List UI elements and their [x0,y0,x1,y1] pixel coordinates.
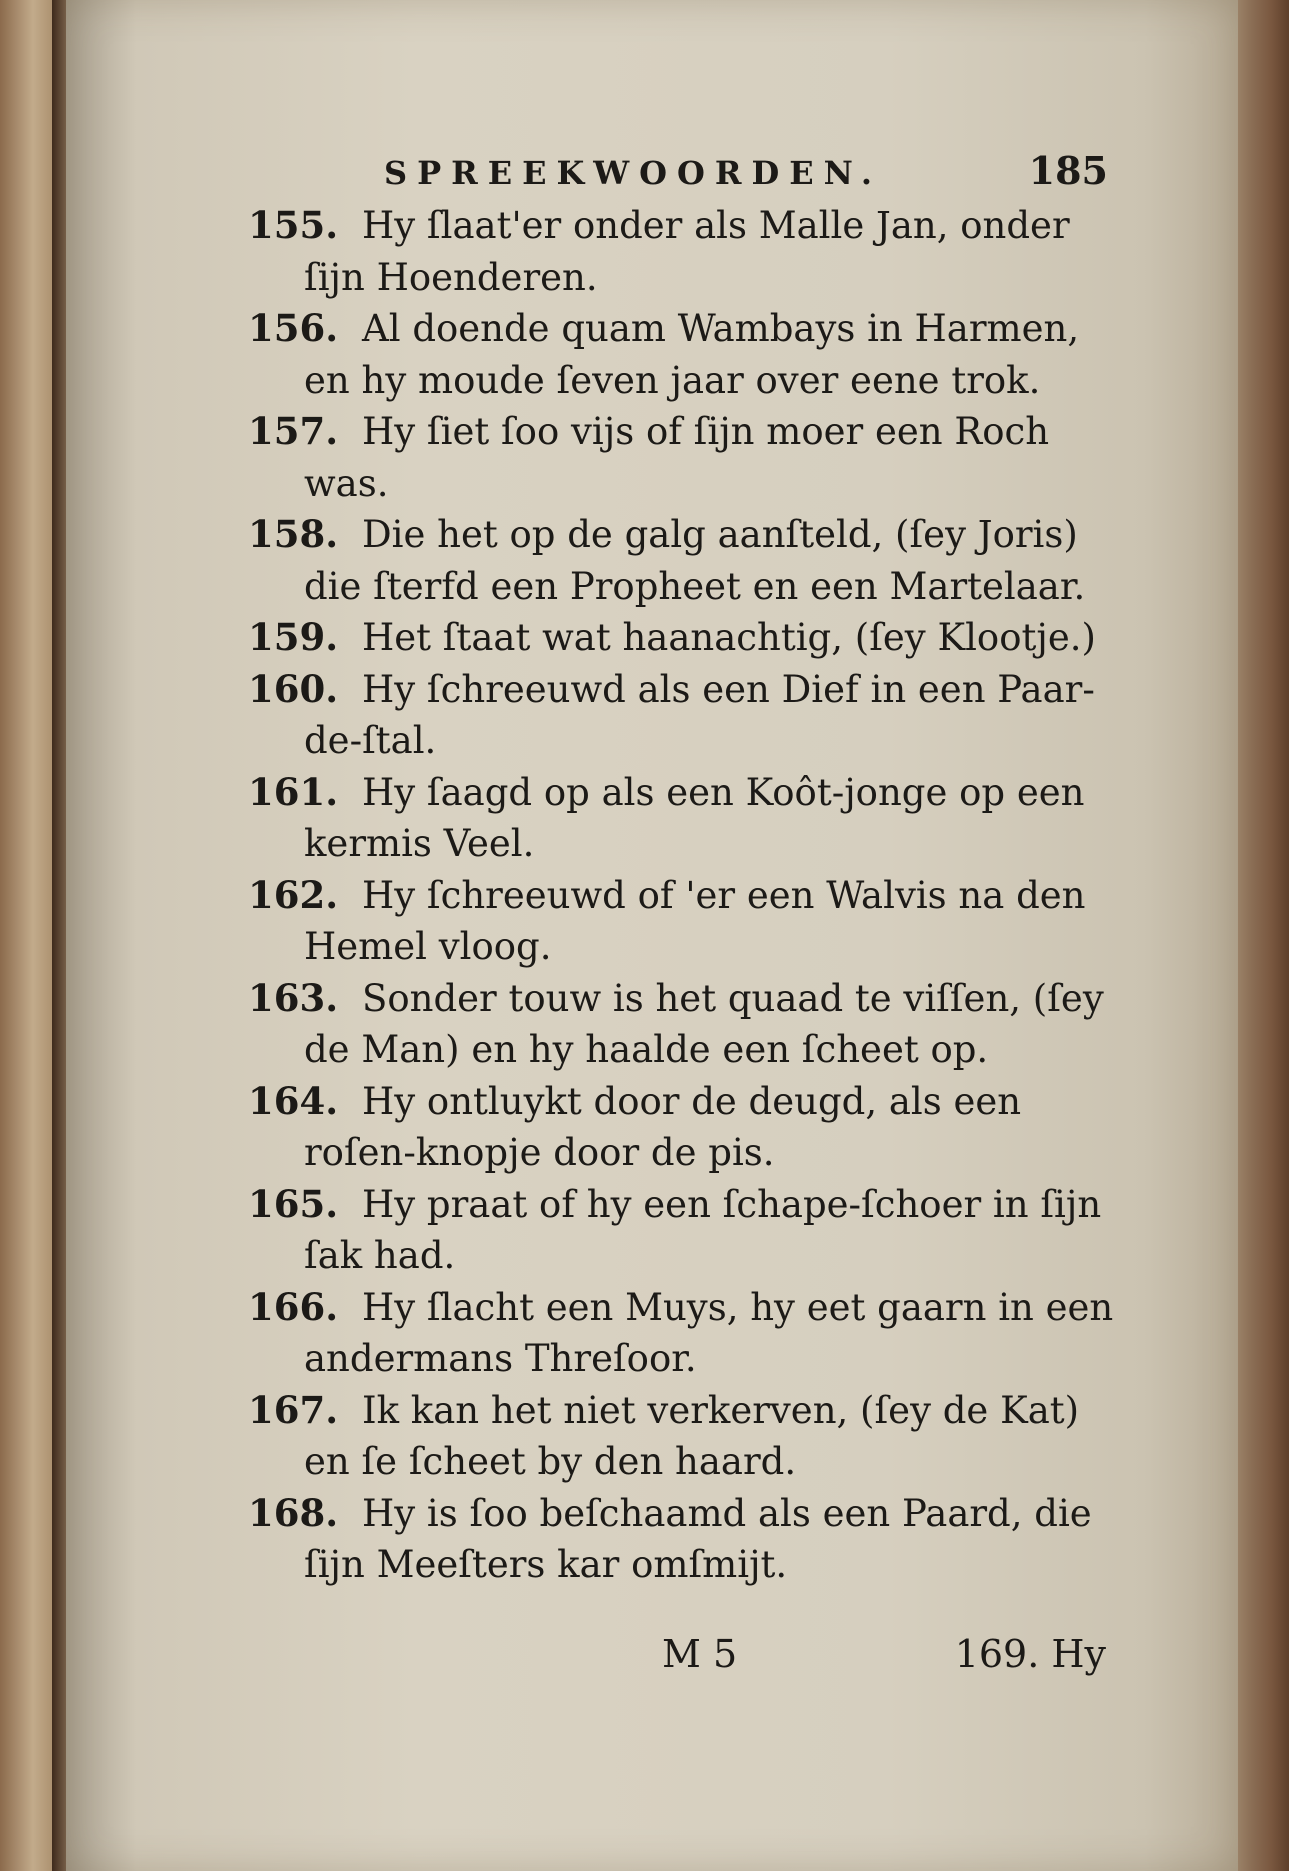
proverb-line: ſak had. [304,1234,456,1277]
proverb-number: 164. [248,1078,339,1123]
page-number: 185 [1028,148,1108,193]
left-page-edge [0,0,60,1871]
proverb-number: 159. [248,615,339,659]
proverb-entry [248,509,1108,612]
proverb-entry [248,1488,1108,1591]
proverb-line: Hy praat of hy een ſchape-ſchoer in ſijn [362,1182,1102,1226]
proverb-line: Sonder touw is het quaad te viſſen, (ſey [362,976,1104,1020]
proverb-number: 167. [248,1387,339,1432]
proverb-entry [248,767,1108,870]
proverb-entry [248,1282,1114,1385]
proverb-number: 155. [248,203,339,247]
proverb-line: Het ſtaat wat haanachtig, (ſey Klootje.) [362,616,1096,659]
proverb-entry [248,1179,1108,1282]
proverb-number: 157. [248,409,339,453]
proverb-line: de Man) en hy haalde een ſcheet op. [304,1028,989,1071]
proverb-line: de-ſtal. [304,719,437,762]
running-title: SPREEKWOORDEN. [384,154,882,192]
proverb-number: 163. [248,975,339,1020]
proverb-number: 166. [248,1284,339,1329]
proverb-line: Hy ſchreeuwd als een Dief in een Paar- [362,667,1095,711]
proverb-line: andermans Threſoor. [304,1337,697,1380]
proverb-line: Hy ontluykt door de deugd, als een [362,1079,1022,1123]
proverb-entry [248,200,1108,303]
proverb-line: Die het op de galg aanſteld, (ſey Joris) [362,513,1078,556]
proverb-line: Ik kan het niet verkerven, (ſey de Kat) [362,1388,1080,1432]
proverb-line: Al doende quam Wambays in Harmen, [362,307,1080,350]
proverb-line: en ſe ſcheet by den haard. [304,1440,797,1483]
proverb-line: kermis Veel. [304,822,535,865]
proverb-entry [248,664,1108,767]
catchword: 169. Hy [954,1632,1106,1676]
proverb-entry [248,612,1108,664]
proverb-line: Hemel vloog. [304,925,552,968]
proverb-number: 158. [248,512,339,556]
proverb-number: 161. [248,769,339,814]
proverb-entry [248,303,1108,406]
proverb-number: 160. [248,666,339,711]
page-footer [646,1628,1106,1688]
proverb-line: Hy ſlacht een Muys, hy eet gaarn in een [362,1285,1114,1329]
proverb-line: roſen-knopje door de pis. [304,1131,775,1174]
proverb-line: Hy ſaagd op als een Koôt-jonge op een [362,770,1085,814]
proverb-line: Hy is ſoo beſchaamd als een Paard, die [362,1491,1092,1535]
proverb-line: ſijn Meeſters kar omſmijt. [304,1543,788,1586]
proverb-list [248,200,1114,1591]
signature-mark: M 5 [662,1632,738,1676]
proverb-entry [248,973,1108,1076]
proverb-entry [248,406,1108,509]
proverb-number: 162. [248,872,339,917]
proverb-number: 165. [248,1181,339,1226]
proverb-entry [248,1385,1108,1488]
proverb-line: was. [304,461,389,505]
proverb-entry [248,1076,1108,1179]
proverb-line: ſijn Hoenderen. [304,255,598,299]
proverb-line: Hy ſiet ſoo vijs of ſijn moer een Roch [362,410,1050,453]
page-header [316,148,1108,208]
proverb-number: 168. [248,1490,339,1535]
proverb-line: die ſterfd een Propheet en een Martelaar. [304,564,1086,608]
proverb-number: 156. [248,306,339,350]
proverb-line: Hy ſchreeuwd of 'er een Walvis na den [362,873,1086,917]
proverb-line: Hy ſlaat'er onder als Malle Jan, onder [362,204,1070,247]
book-page [66,0,1238,1871]
proverb-entry [248,870,1108,973]
proverb-line: en hy moude ſeven jaar over eene trok. [304,358,1041,402]
